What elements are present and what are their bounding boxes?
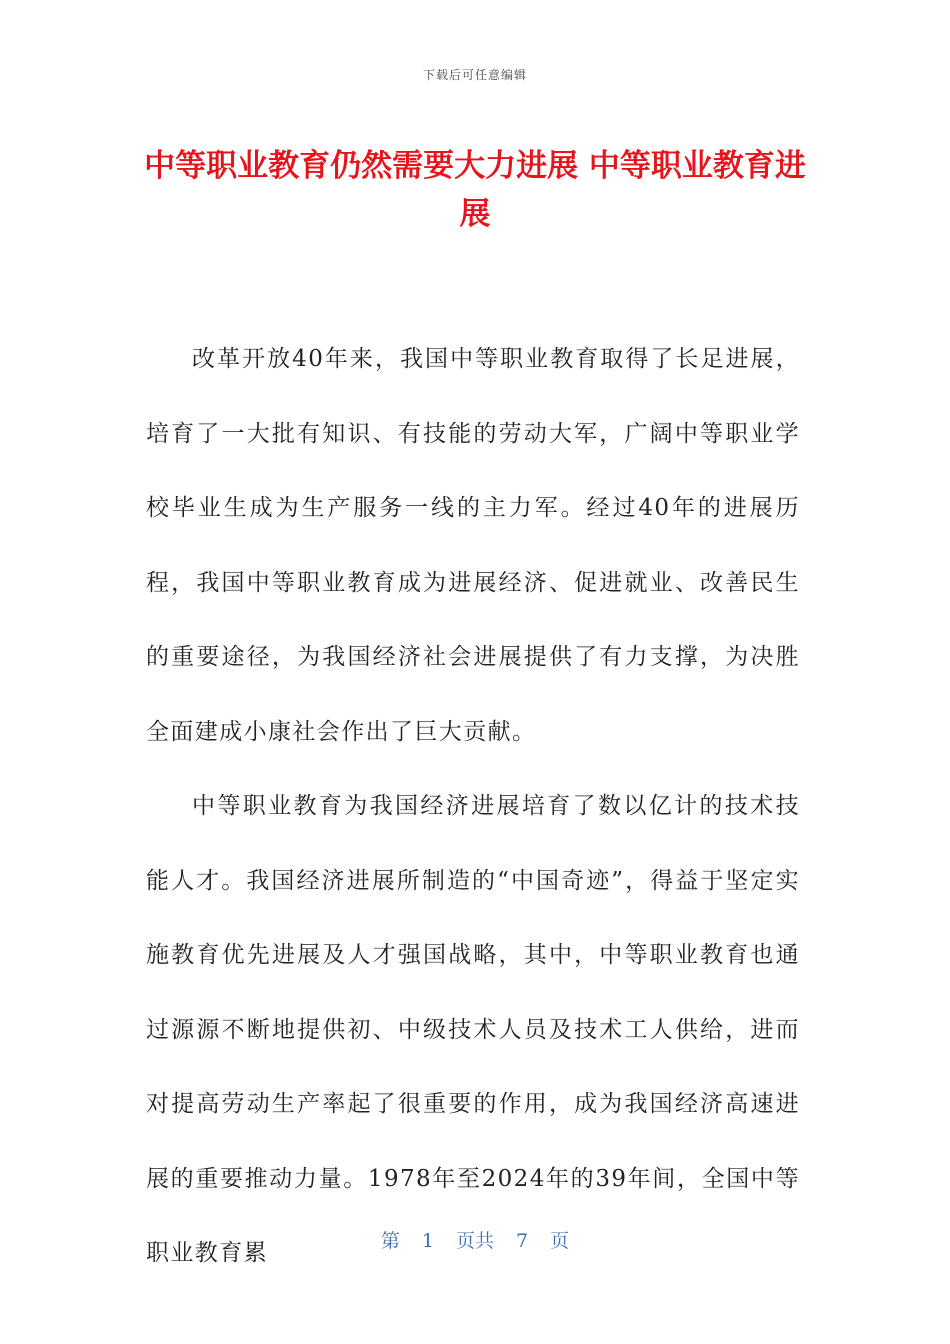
page-footer: [0, 1226, 950, 1253]
header-note: 下载后可任意编辑: [422, 68, 527, 82]
footer-total-pages: 7: [516, 1230, 529, 1252]
footer-suffix: 页: [550, 1230, 570, 1252]
footer-prefix: 第: [380, 1230, 400, 1252]
document-title: 中等职业教育仍然需要大力进展 中等职业教育进展: [144, 148, 806, 232]
paragraph-1: 改革开放40年来，我国中等职业教育取得了长足进展，培育了一大批有知识、有技能的劳动大军，广阔中等职业学校毕业生成为生产服务一线的主力军。经过40年的进展历程，我国中等职业教育成为进展经济、促进就业、改善民生的重要途径，为我国经济社会进展提供了有力支撑，为决胜全面建成小康社会作出了巨大贡献。: [146, 346, 800, 745]
document-body: [146, 322, 800, 1291]
footer-page-number: 1: [421, 1230, 434, 1252]
paragraph-2: 中等职业教育为我国经济进展培育了数以亿计的技术技能人才。我国经济进展所制造的“中国奇迹”，得益于坚定实施教育优先进展及人才强国战略，其中，中等职业教育也通过源源不断地提供初、中级技术人员及技术工人供给，进而对提高劳动生产率起了很重要的作用，成为我国经济高速进展的重要推动力量。1978年至2024年的39年间，全国中等职业教育累: [146, 793, 800, 1266]
footer-middle: 页共: [455, 1230, 494, 1252]
